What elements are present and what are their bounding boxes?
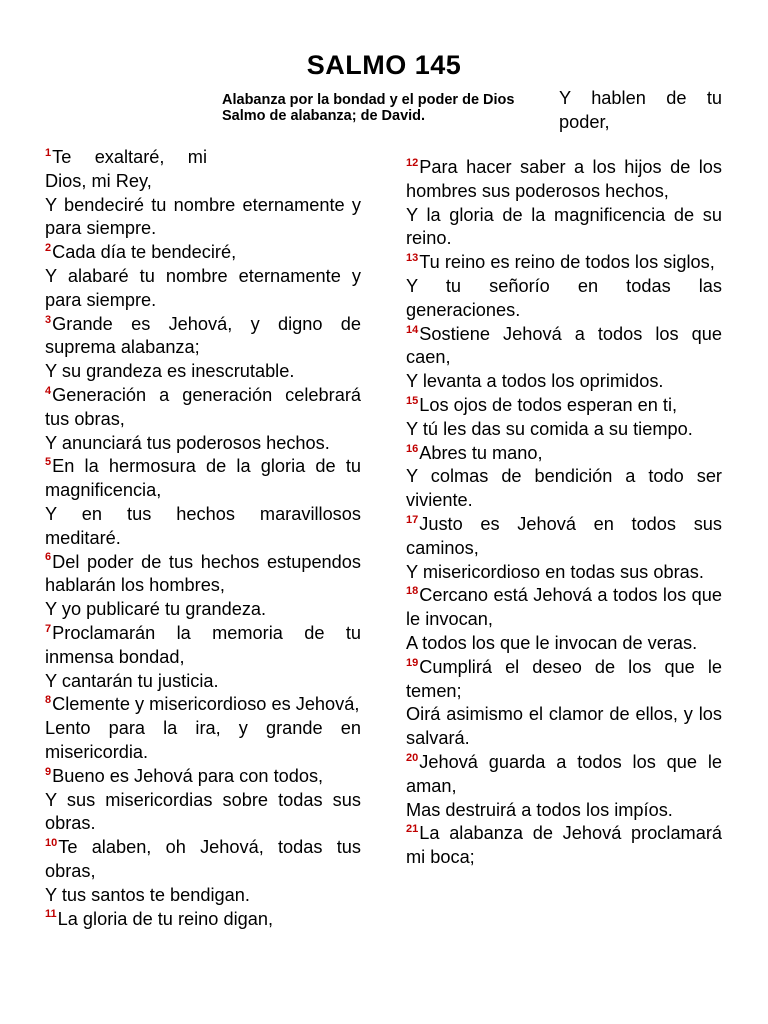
right-column xyxy=(406,156,722,870)
verse xyxy=(45,622,361,693)
verse-number: 13 xyxy=(406,252,419,265)
verse-line xyxy=(406,751,722,799)
verse-text: Cumplirá el deseo de los que le temen; xyxy=(406,656,722,701)
verse-number: 2 xyxy=(45,242,52,255)
verse-line xyxy=(45,622,361,670)
verse-line xyxy=(406,632,722,656)
verse-text: Abres tu mano, xyxy=(419,442,543,463)
verse-text: Generación a generación celebrará tus obras, xyxy=(45,384,361,429)
verse-text: Mas destruirá a todos los impíos. xyxy=(406,799,673,820)
verse-text: Y tus santos te bendigan. xyxy=(45,884,250,905)
verse-text: Y cantarán tu justicia. xyxy=(45,670,219,691)
verse-line xyxy=(406,156,722,204)
subtitle-heading: Alabanza por la bondad y el poder de Dios xyxy=(222,92,515,108)
verse-number: 10 xyxy=(45,837,58,850)
verse-number: 3 xyxy=(45,313,52,326)
verse-line xyxy=(406,418,722,442)
verse-number: 21 xyxy=(406,823,419,836)
psalm-subtitle xyxy=(222,92,546,124)
verse-line xyxy=(406,394,722,418)
continued-verse-text: Y hablen de tu poder, xyxy=(559,88,722,132)
verse xyxy=(45,693,361,764)
verse-line xyxy=(45,789,361,837)
verse-line xyxy=(45,241,361,265)
verse-line xyxy=(45,693,361,717)
verse-number: 12 xyxy=(406,156,419,169)
verse-text: Del poder de tus hechos estupendos hablarán los hombres, xyxy=(45,551,361,596)
verse-text: Y en tus hechos maravillosos meditaré. xyxy=(45,503,361,548)
verse-line xyxy=(45,194,361,242)
verse-number: 4 xyxy=(45,384,52,397)
verse-text: Y su grandeza es inescrutable. xyxy=(45,361,295,382)
verse-text: Y sus misericordias sobre todas sus obras. xyxy=(45,789,361,834)
verse-line xyxy=(45,455,361,503)
verse-number: 16 xyxy=(406,442,419,455)
verse-text: Y tú les das su comida a su tiempo. xyxy=(406,418,693,439)
verse-text: Tu reino es reino de todos los siglos, xyxy=(419,252,715,273)
verse-text: Y la gloria de la magnificencia de su reino. xyxy=(406,204,722,249)
verse-text: Y levanta a todos los oprimidos. xyxy=(406,371,664,392)
verse xyxy=(45,908,361,932)
verse-number: 18 xyxy=(406,585,419,598)
verse-text: Sostiene Jehová a todos los que caen, xyxy=(406,323,722,368)
verse-text: La gloria de tu reino digan, xyxy=(57,908,274,929)
verse-line xyxy=(45,908,361,932)
verse xyxy=(406,323,722,394)
verse-text: Te exaltaré, mi Dios, mi Rey, xyxy=(45,147,207,191)
verse-line xyxy=(45,884,361,908)
verse-text: Proclamarán la memoria de tu inmensa bondad, xyxy=(45,622,361,667)
verse-text: Para hacer saber a los hijos de los hombres sus poderosos hechos, xyxy=(406,157,722,201)
verse-text: Y bendeciré tu nombre eternamente y para siempre. xyxy=(45,194,361,239)
verse xyxy=(45,551,361,622)
verse xyxy=(45,836,361,907)
verse-line xyxy=(406,584,722,632)
verse xyxy=(45,455,361,550)
verse-text: Justo es Jehová en todos sus caminos, xyxy=(406,513,722,558)
verse xyxy=(45,146,361,241)
verse-line xyxy=(406,822,722,870)
verse-line xyxy=(406,465,722,513)
verse-text: A todos los que le invocan de veras. xyxy=(406,632,698,653)
verse xyxy=(406,251,722,322)
verse-text: Cada día te bendeciré, xyxy=(52,242,237,263)
verse xyxy=(406,442,722,513)
verse-text: Lento para la ira, y grande en misericordia. xyxy=(45,718,361,762)
verse xyxy=(406,156,722,251)
verse-text: Te alaben, oh Jehová, todas tus obras, xyxy=(45,837,361,881)
verse xyxy=(45,384,361,455)
subtitle-attribution: Salmo de alabanza; de David. xyxy=(222,108,426,124)
verse-line xyxy=(45,146,207,194)
verse-number: 6 xyxy=(45,551,52,564)
verse-line xyxy=(406,442,722,466)
verse-line xyxy=(406,370,722,394)
verse-line xyxy=(45,551,361,599)
verse-line xyxy=(406,204,722,252)
verse-text: Oirá asimismo el clamor de ellos, y los salvará. xyxy=(406,704,722,749)
verse-number: 15 xyxy=(406,394,419,407)
page-title: SALMO 145 xyxy=(306,50,462,80)
verse-text: Clemente y misericordioso es Jehová, xyxy=(52,694,360,715)
verse-text: Jehová guarda a todos los que le aman, xyxy=(406,751,722,796)
verse-number: 8 xyxy=(45,694,52,707)
verse-line xyxy=(45,765,361,789)
left-column xyxy=(45,146,361,931)
verse-line xyxy=(45,384,361,432)
verse-line xyxy=(45,598,361,622)
verse xyxy=(45,241,361,312)
verse-number: 14 xyxy=(406,323,419,336)
verse-line xyxy=(45,432,361,456)
verse-text: Y tu señorío en todas las generaciones. xyxy=(406,275,722,320)
verse xyxy=(45,313,361,384)
verse-line xyxy=(406,323,722,371)
verse-text: Y anunciará tus poderosos hechos. xyxy=(45,432,330,453)
verse-number: 5 xyxy=(45,456,52,469)
verse xyxy=(406,513,722,584)
verse-line xyxy=(45,503,361,551)
verse-text: Y yo publicaré tu grandeza. xyxy=(45,599,267,620)
verse xyxy=(406,751,722,822)
verse-number: 1 xyxy=(45,146,52,159)
verse-text: Y misericordioso en todas sus obras. xyxy=(406,561,704,582)
verse-number: 9 xyxy=(45,765,52,778)
verse-line xyxy=(45,265,361,313)
verse-number: 11 xyxy=(45,908,57,921)
verse-line xyxy=(45,360,361,384)
verse-text: En la hermosura de la gloria de tu magnificencia, xyxy=(45,456,361,501)
verse-text: Cercano está Jehová a todos los que le invocan, xyxy=(406,585,722,630)
verse-text: Y alabaré tu nombre eternamente y para siempre. xyxy=(45,265,361,310)
verse xyxy=(406,656,722,751)
verse-text: La alabanza de Jehová proclamará mi boca; xyxy=(406,823,722,868)
verse-line xyxy=(406,251,722,275)
verse-line xyxy=(45,836,361,884)
verse xyxy=(406,394,722,442)
verse-text: Los ojos de todos esperan en ti, xyxy=(419,394,678,415)
verse-line xyxy=(45,313,361,361)
verse-text: Grande es Jehová, y digno de suprema alabanza; xyxy=(45,313,361,358)
verse-line xyxy=(45,717,361,765)
verse xyxy=(406,584,722,655)
verse-line xyxy=(406,799,722,823)
verse-line xyxy=(406,703,722,751)
verse-number: 7 xyxy=(45,622,52,635)
verse-line xyxy=(406,656,722,704)
verse-number: 17 xyxy=(406,513,419,526)
verse-line xyxy=(406,275,722,323)
verse-line xyxy=(406,561,722,585)
verse-text: Y colmas de bendición a todo ser viviente. xyxy=(406,466,722,511)
verse-number: 19 xyxy=(406,656,419,669)
verse-line xyxy=(406,513,722,561)
verse-number: 20 xyxy=(406,751,419,764)
verse xyxy=(45,765,361,836)
verse-text: Bueno es Jehová para con todos, xyxy=(52,765,324,786)
verse-line xyxy=(45,670,361,694)
verse xyxy=(406,822,722,870)
